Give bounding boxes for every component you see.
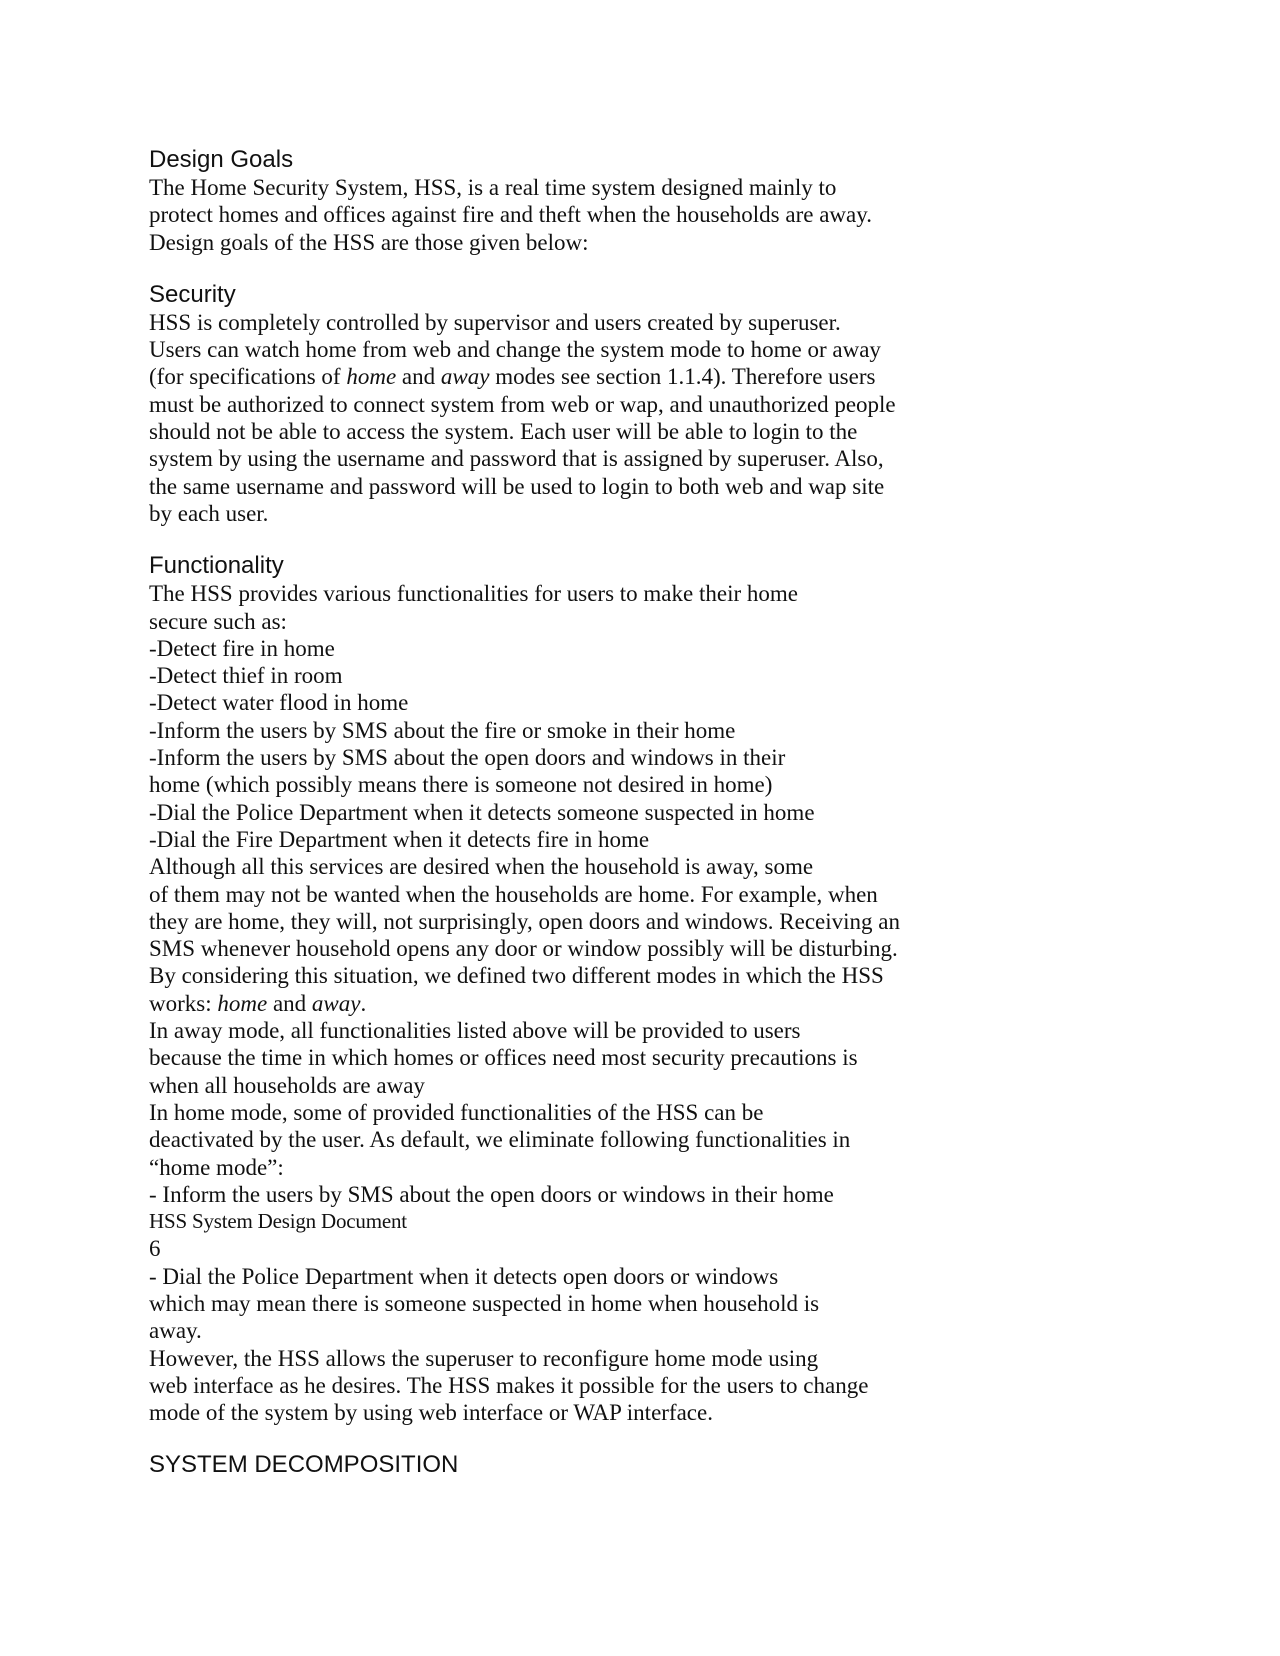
list-item: -Dial the Fire Department when it detects fire in home xyxy=(149,826,650,852)
text-line: protect homes and offices against fire and theft when the households are away. xyxy=(149,202,872,228)
text-span: (for specifications of xyxy=(149,364,347,390)
text-line: Although all this services are desired when the household is away, some xyxy=(149,854,814,880)
list-item: -Dial the Police Department when it detects someone suspected in home xyxy=(149,799,815,825)
text-line: However, the HSS allows the superuser to reconfigure home mode using xyxy=(149,1345,819,1371)
footer-title: HSS System Design Document xyxy=(149,1209,407,1234)
text-line: home (which possibly means there is someone not desired in home) xyxy=(149,772,773,798)
text-line: away. xyxy=(149,1318,202,1344)
list-item: -Detect thief in room xyxy=(149,663,343,689)
italic-home: home xyxy=(217,990,268,1016)
text-line: they are home, they will, not surprisingly, open doors and windows. Receiving an xyxy=(149,908,900,934)
text-line: should not be able to access the system. Each user will be able to login to the xyxy=(149,419,858,445)
page-number: 6 xyxy=(149,1236,161,1262)
text-line: of them may not be wanted when the households are home. For example, when xyxy=(149,881,878,907)
list-item: - Dial the Police Department when it detects open doors or windows xyxy=(149,1263,779,1289)
italic-away: away xyxy=(440,364,490,390)
text-line: system by using the username and password that is assigned by superuser. Also, xyxy=(149,446,884,472)
text-line: The Home Security System, HSS, is a real time system designed mainly to xyxy=(149,175,837,200)
heading-security: Security xyxy=(149,280,236,308)
text-line: must be authorized to connect system from web or wap, and unauthorized people xyxy=(149,391,896,417)
security-paragraph xyxy=(149,309,1159,527)
text-line: In home mode, some of provided functionalities of the HSS can be xyxy=(149,1099,764,1125)
heading-functionality: Functionality xyxy=(149,552,284,580)
text-line: The HSS provides various functionalities for users to make their home xyxy=(149,581,798,607)
list-item: -Detect fire in home xyxy=(149,635,335,661)
text-line xyxy=(149,363,1159,390)
text-span: works: xyxy=(149,990,218,1016)
text-line: mode of the system by using web interface or WAP interface. xyxy=(149,1400,713,1426)
text-line: Users can watch home from web and change the system mode to home or away xyxy=(149,337,881,363)
text-line: In away mode, all functionalities listed above will be provided to users xyxy=(149,1018,801,1044)
design-goals-paragraph xyxy=(149,174,1159,256)
text-span: and xyxy=(396,364,441,390)
text-line: By considering this situation, we defined two different modes in which the HSS xyxy=(149,963,884,989)
heading-design-goals: Design Goals xyxy=(149,146,294,173)
text-line: SMS whenever household opens any door or window possibly will be disturbing. xyxy=(149,936,898,962)
italic-home: home xyxy=(346,364,397,390)
text-line: HSS is completely controlled by supervisor and users created by superuser. xyxy=(149,309,841,335)
text-line: Design goals of the HSS are those given below: xyxy=(149,229,589,255)
text-line: secure such as: xyxy=(149,608,287,634)
text-line: when all households are away xyxy=(149,1072,425,1098)
text-line: web interface as he desires. The HSS makes it possible for the users to change xyxy=(149,1372,869,1398)
text-line: which may mean there is someone suspected in home when household is xyxy=(149,1290,820,1316)
list-item: -Inform the users by SMS about the fire or smoke in their home xyxy=(149,717,736,743)
document-page xyxy=(149,146,1159,1479)
text-line: because the time in which homes or offices need most security precautions is xyxy=(149,1045,858,1071)
list-item: - Inform the users by SMS about the open doors or windows in their home xyxy=(149,1181,834,1207)
italic-away: away xyxy=(311,990,361,1016)
heading-system-decomposition: SYSTEM DECOMPOSITION xyxy=(149,1451,459,1479)
text-span: and xyxy=(267,990,312,1016)
text-line: deactivated by the user. As default, we eliminate following functionalities in xyxy=(149,1127,851,1153)
text-line: by each user. xyxy=(149,500,269,526)
functionality-paragraph xyxy=(149,580,1159,1426)
text-line: “home mode”: xyxy=(149,1154,284,1180)
list-item: -Inform the users by SMS about the open doors and windows in their xyxy=(149,745,786,771)
text-span: . xyxy=(360,990,367,1016)
text-line: the same username and password will be used to login to both web and wap site xyxy=(149,473,885,499)
list-item: -Detect water flood in home xyxy=(149,690,409,716)
text-span: modes see section 1.1.4). Therefore users xyxy=(489,364,876,390)
text-line xyxy=(149,990,1159,1017)
